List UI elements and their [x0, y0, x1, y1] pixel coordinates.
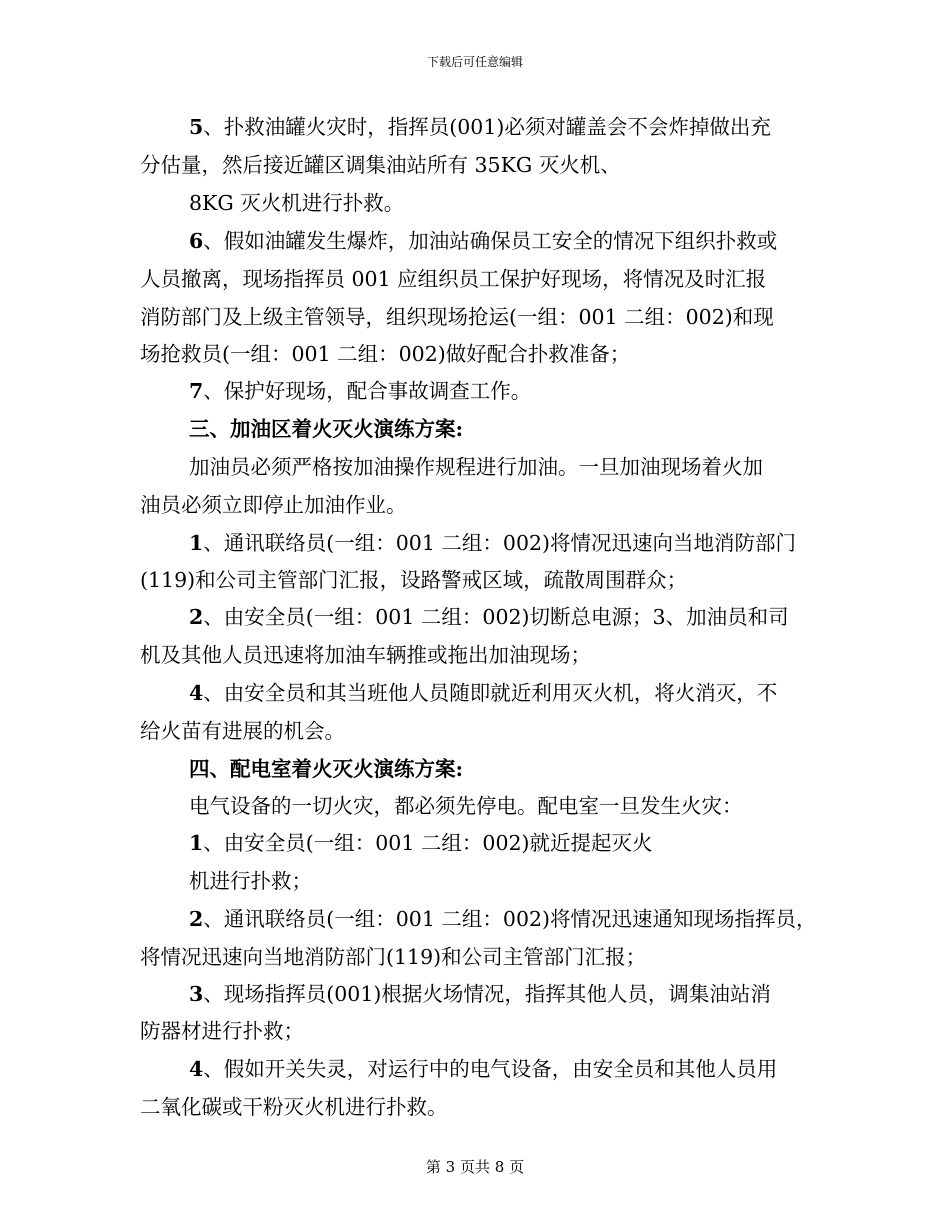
text-line: 消防部门及上级主管领导，组织现场抢运(一组：001 二组：002)和现	[140, 305, 774, 329]
text-line	[189, 114, 771, 140]
section-heading: 四、配电室着火灭火演练方案:	[189, 757, 464, 781]
text-line: 给火苗有进展的机会。	[140, 719, 345, 743]
line-text: 、假如开关失灵，对运行中的电气设备，由安全员和其他人员用	[203, 1057, 778, 1081]
line-text: 、通讯联络员(一组：001 二组：002)将情况迅速向当地消防部门	[203, 531, 797, 555]
text-line: 分估量，然后接近罐区调集油站所有 35KG 灭火机、	[140, 153, 621, 177]
line-text: 、扑救油罐火灾时，指挥员(001)必须对罐盖会不会炸掉做出充	[203, 115, 771, 139]
text-line: 机进行扑救；	[189, 869, 312, 893]
line-text: 、假如油罐发生爆炸，加油站确保员工安全的情况下组织扑救或	[203, 229, 778, 253]
item-number: 1	[189, 531, 204, 555]
item-number: 6	[189, 229, 204, 253]
line-text: 、通讯联络员(一组：001 二组：002)将情况迅速通知现场指挥员，	[203, 907, 817, 931]
page-header: 下载后可任意编辑	[426, 55, 523, 69]
item-number: 4	[189, 1057, 204, 1081]
line-text: 、由安全员(一组：001 二组：002)切断总电源；3、加油员和司	[203, 605, 789, 629]
page-footer: 第 3 页共 8 页	[425, 1158, 525, 1176]
line-text: 、由安全员(一组：001 二组：002)就近提起灭火	[203, 831, 653, 855]
item-number: 3	[189, 982, 204, 1006]
line-text: 、由安全员和其当班他人员随即就近利用灭火机，将火消灭，不	[203, 681, 778, 705]
text-line: 电气设备的一切火灾，都必须先停电。配电室一旦发生火灾：	[189, 794, 743, 818]
text-line: 加油员必须严格按加油操作规程进行加油。一旦加油现场着火加	[189, 455, 763, 479]
text-line: 8KG 灭火机进行扑救。	[189, 191, 405, 215]
line-text: 、保护好现场，配合事故调查工作。	[203, 379, 532, 403]
text-line: 油员必须立即停止加油作业。	[140, 493, 407, 517]
text-line	[189, 981, 771, 1007]
text-line	[189, 604, 789, 630]
text-line	[189, 530, 796, 556]
text-line	[189, 228, 777, 254]
item-number: 4	[189, 681, 204, 705]
text-line	[189, 378, 531, 404]
section-heading: 三、加油区着火灭火演练方案:	[189, 417, 464, 441]
item-number: 2	[189, 605, 204, 629]
text-line: 防器材进行扑救；	[140, 1019, 304, 1043]
text-line	[189, 1056, 777, 1082]
item-number: 2	[189, 907, 204, 931]
item-number: 1	[189, 831, 204, 855]
text-line	[189, 680, 777, 706]
text-line: 机及其他人员迅速将加油车辆推或拖出加油现场；	[140, 643, 591, 667]
text-line: 二氧化碳或干粉灭火机进行扑救。	[140, 1095, 448, 1119]
text-line	[189, 830, 653, 856]
text-line: (119)和公司主管部门汇报，设路警戒区域，疏散周围群众；	[140, 568, 688, 592]
text-line: 人员撤离，现场指挥员 001 应组织员工保护好现场，将情况及时汇报	[140, 267, 767, 291]
item-number: 5	[189, 115, 204, 139]
text-line: 场抢救员(一组：001 二组：002)做好配合扑救准备；	[140, 342, 631, 366]
line-text: 、现场指挥员(001)根据火场情况，指挥其他人员，调集油站消	[203, 982, 771, 1006]
item-number: 7	[189, 379, 204, 403]
text-line: 将情况迅速向当地消防部门(119)和公司主管部门汇报；	[140, 945, 647, 969]
text-line	[189, 906, 817, 932]
